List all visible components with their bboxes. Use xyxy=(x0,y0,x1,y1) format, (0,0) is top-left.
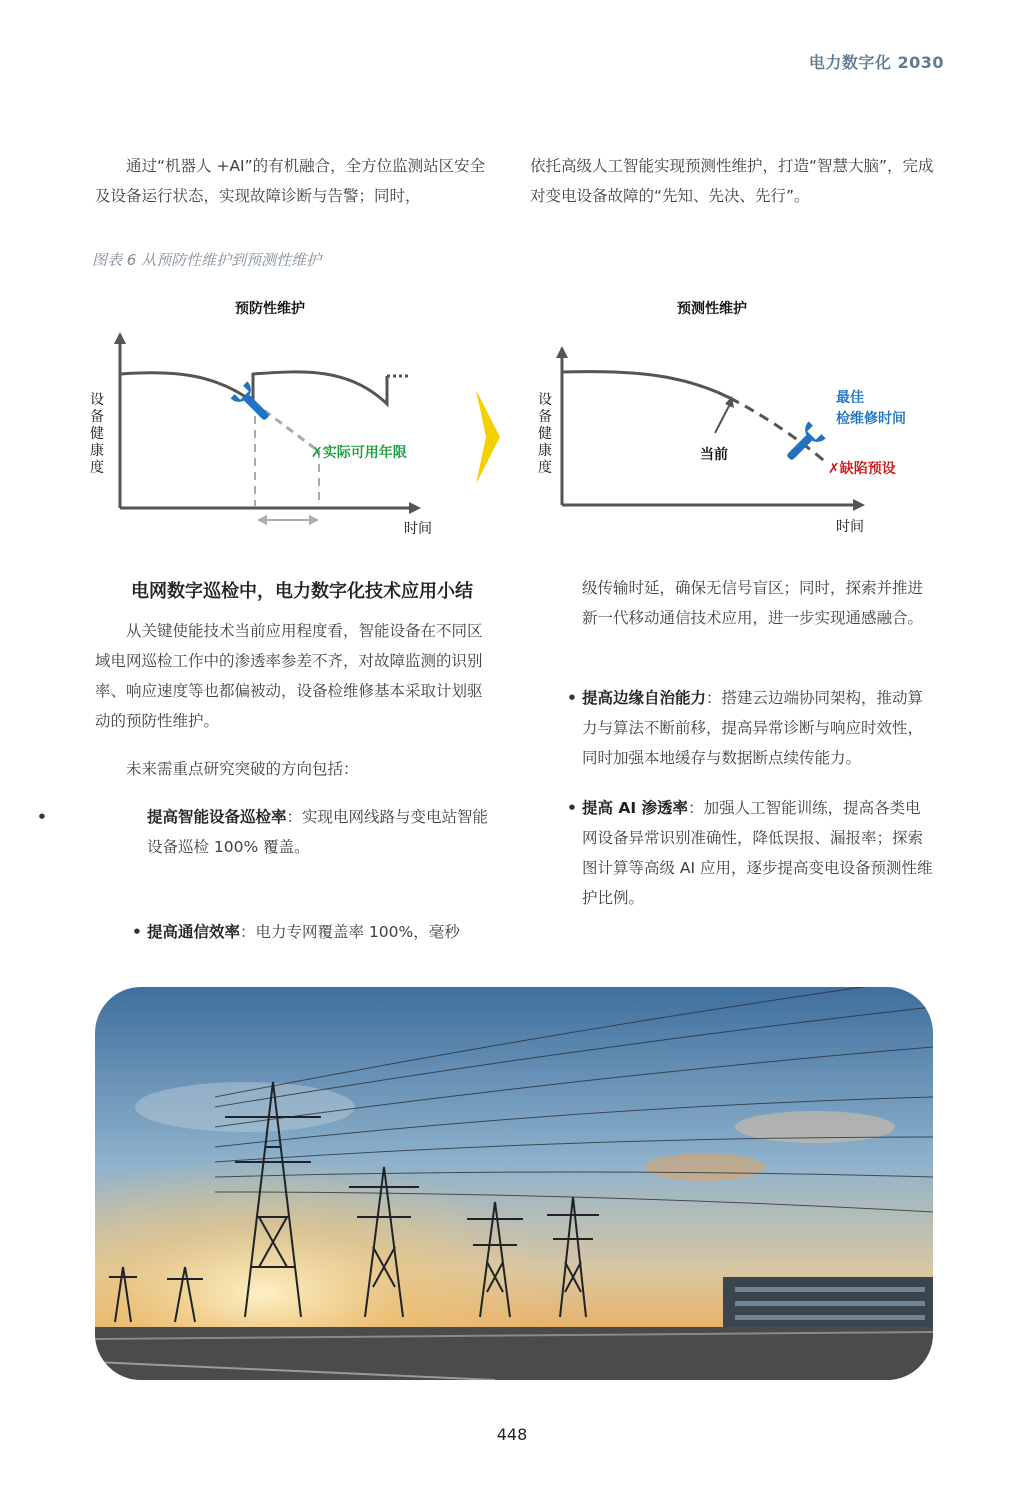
wrench-icon xyxy=(780,420,826,468)
transition-arrow-icon xyxy=(474,388,502,486)
bullet-text: ：搭建云边端协同架构，推动算力与算法不断前移，提高异常诊断与响应时效性，同时加强本地缓存与数据断点续传能力。 xyxy=(582,689,924,767)
figure-caption: 图表 6 从预防性维护到预测性维护 xyxy=(92,251,322,269)
preventive-chart-title: 预防性维护 xyxy=(235,301,305,317)
bullet-item xyxy=(0,802,497,862)
defect-preset-text: 缺陷预设 xyxy=(839,461,896,477)
bullet-2-start: 提高通信效率：电力专网覆盖率 100%，毫秒 xyxy=(147,923,460,941)
bullet-item xyxy=(530,793,934,913)
actual-usable-life-label xyxy=(311,442,407,462)
bullet-text: ：加强人工智能训练，提高各类电网设备异常识别准确性，降低误报、漏报率；探索图计算等高级 AI 应用，逐步提高变电设备预测性维护比例。 xyxy=(582,799,933,907)
predictive-x-axis-label: 时间 xyxy=(836,519,864,535)
wrench-icon xyxy=(231,380,275,428)
transmission-towers-photo xyxy=(95,987,933,1380)
best-maintenance-time-label xyxy=(836,388,906,430)
bullet-label: 提高通信效率 xyxy=(147,923,241,941)
section-paragraph-2: 未来需重点研究突破的方向包括： xyxy=(126,760,359,778)
predictive-chart-title: 预测性维护 xyxy=(677,301,747,317)
preventive-x-axis-label: 时间 xyxy=(404,521,432,537)
current-label: 当前 xyxy=(700,447,728,463)
bullet-dot: • xyxy=(132,923,142,941)
preventive-chart-graphic xyxy=(85,292,465,552)
bullet-label: 提高智能设备巡检率 xyxy=(147,808,287,826)
page-number: 448 xyxy=(496,1425,528,1444)
close-x-icon: ✗ xyxy=(311,445,323,461)
running-header: 电力数字化 2030 xyxy=(808,53,944,72)
predictive-y-axis-label: 设备健康度 xyxy=(538,392,552,476)
defect-preset-label xyxy=(828,458,896,478)
predictive-maintenance-chart xyxy=(532,292,932,552)
best-label-line2: 检维修时间 xyxy=(836,411,906,427)
intro-left-paragraph: 通过“机器人 +AI”的有机融合，全方位监测站区安全及设备运行状态，实现故障诊断与告警；同时， xyxy=(95,157,486,205)
left-column xyxy=(95,576,497,862)
bullet-item xyxy=(530,683,934,773)
section-title: 电网数字巡检中，电力数字化技术应用小结 xyxy=(131,581,473,602)
best-label-line1: 最佳 xyxy=(836,390,864,406)
preventive-maintenance-chart xyxy=(85,292,465,552)
intro-right-paragraph: 依托高级人工智能实现预测性维护，打造“智慧大脑”，完成对变电设备故障的“先知、先决、先行”。 xyxy=(530,157,934,205)
section-paragraph-1: 从关键使能技术当前应用程度看，智能设备在不同区域电网巡检工作中的渗透率参差不齐，对故障监测的识别率、响应速度等也都偏被动，设备检维修基本采取计划驱动的预防性维护。 xyxy=(95,622,483,730)
actual-usable-life-text: 实际可用年限 xyxy=(322,445,407,461)
bullet-text: ：实现电网线路与变电站智能设备巡检 100% 覆盖。 xyxy=(147,808,489,856)
close-x-icon: ✗ xyxy=(828,461,840,477)
right-bullet-list xyxy=(530,683,934,913)
transmission-towers-illustration xyxy=(95,987,933,1380)
preventive-y-axis-label: 设备健康度 xyxy=(90,392,104,476)
bullet-label: 提高 AI 渗透率 xyxy=(582,799,689,817)
bullet-label: 提高边缘自治能力 xyxy=(582,689,707,707)
bullet-2-continuation: 级传输时延，确保无信号盲区；同时，探索并推进 新一代移动通信技术应用，进一步实现通感融合。 xyxy=(582,579,924,627)
